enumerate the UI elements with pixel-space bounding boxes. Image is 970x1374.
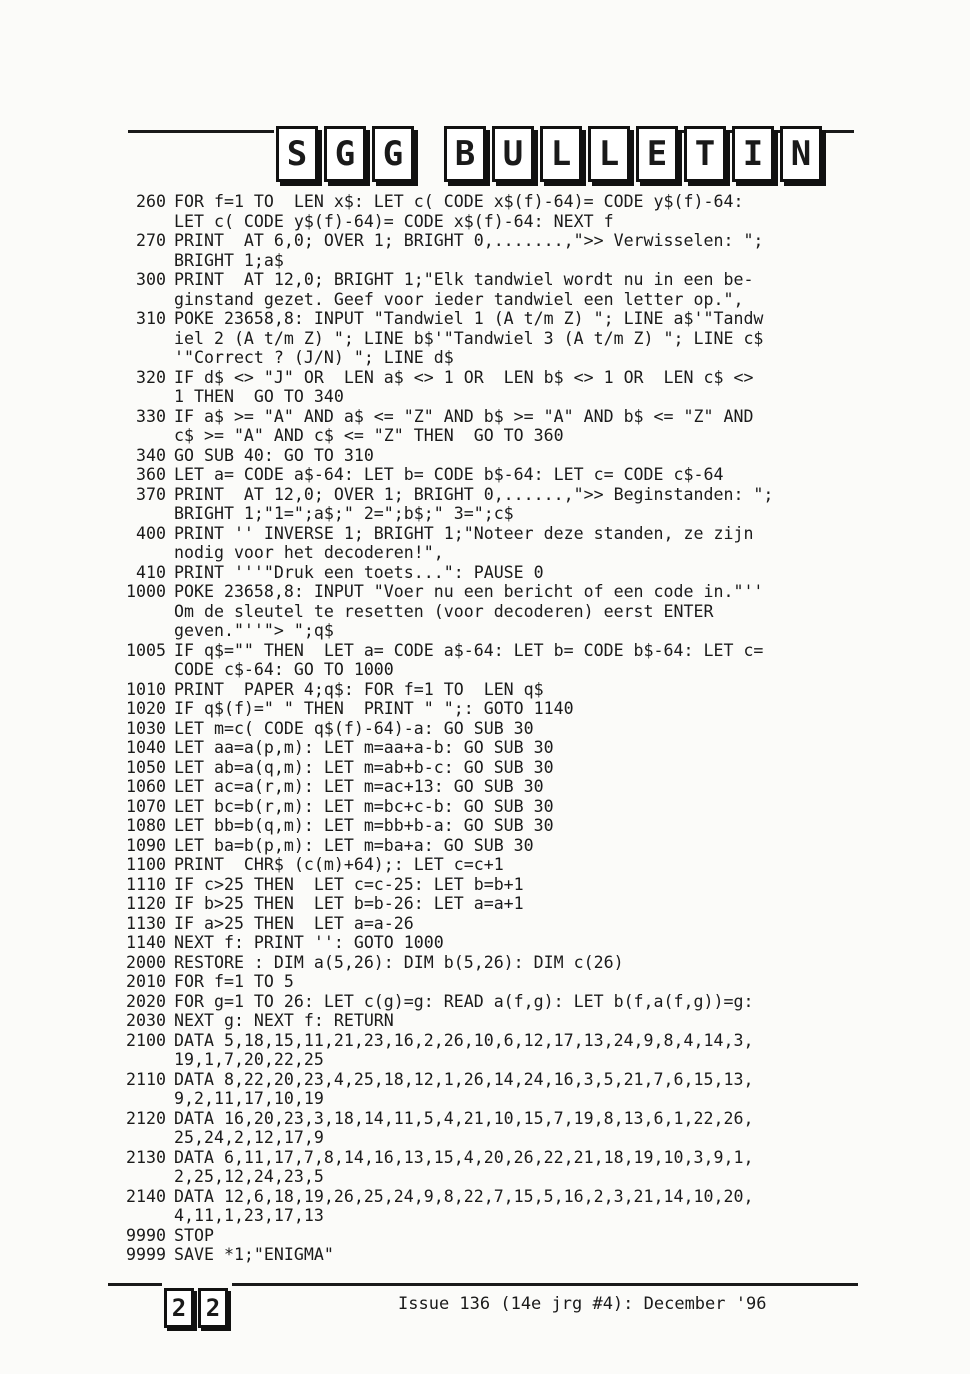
line-number [108,251,174,271]
code-line [108,368,868,388]
code-text: DATA 12,6,18,19,26,25,24,9,8,22,7,15,5,16,2,3,21,14,10,20, [174,1186,754,1206]
code-line [108,602,868,622]
code-text: 4,11,1,23,17,13 [174,1206,324,1225]
logo-letter: E [646,134,668,174]
code-text: LET ab=a(q,m): LET m=ab+b-c: GO SUB 30 [174,757,554,777]
code-line [108,543,868,563]
code-line [108,777,868,797]
code-text: FOR f=1 TO LEN x$: LET c( CODE x$(f)-64)= CODE y$(f)-64: [174,192,744,211]
code-line [108,426,868,446]
code-text: PRINT CHR$ (c(m)+64);: LET c=c+1 [174,855,504,874]
code-text: FOR g=1 TO 26: LET c(g)=g: READ a(f,g): LET b(f,a(f,g))=g: [174,991,754,1011]
code-line [108,270,868,290]
code-line [108,914,868,934]
code-line [108,855,868,875]
code-text: IF c>25 THEN LET c=c-25: LET b=b+1 [174,874,524,894]
code-line [108,290,868,310]
code-text: 9,2,11,17,10,19 [174,1089,324,1108]
line-number: 2020 [126,991,166,1011]
line-number [108,1089,174,1109]
line-number [108,348,174,368]
masthead-logo [276,122,822,186]
code-line [108,1089,868,1109]
code-text: LET c( CODE y$(f)-64)= CODE x$(f)-64: NEXT f [174,211,614,231]
code-line [108,1226,868,1246]
line-number: 370 [136,484,166,504]
code-text: LET ac=a(r,m): LET m=ac+13: GO SUB 30 [174,777,544,796]
code-line [108,738,868,758]
logo-letter-box [780,126,822,182]
footer-rule-left [108,1283,162,1286]
line-number [108,621,174,641]
code-text: POKE 23658,8: INPUT "Tandwiel 1 (A t/m Z) "; LINE a$'"Tandw [174,309,764,328]
code-text: DATA 16,20,23,3,18,14,11,5,4,21,10,15,7,19,8,13,6,1,22,26, [174,1108,754,1128]
line-number [108,504,174,524]
line-number: 9999 [126,1245,166,1264]
code-text: ginstand gezet. Geef voor ieder tandwiel een letter op.", [174,289,744,309]
code-line [108,875,868,895]
line-number: 320 [136,367,166,387]
footer-rule-right [232,1283,858,1286]
code-text: PRINT AT 12,0; OVER 1; BRIGHT 0,......,">> Beginstanden: "; [174,484,774,504]
basic-listing [108,192,868,1265]
code-line [108,797,868,817]
code-text: NEXT g: NEXT f: RETURN [174,1011,394,1030]
line-number: 9990 [126,1225,166,1245]
code-text: PRINT AT 6,0; OVER 1; BRIGHT 0,.......,">> Verwisselen: "; [174,231,764,250]
logo-letter-box [372,126,414,182]
line-number: 1005 [126,640,166,660]
header-rule-left [128,130,274,133]
logo-letter: N [790,134,812,174]
code-text: '"Correct ? (J/N) "; LINE d$ [174,348,454,367]
logo-letter: G [382,134,404,174]
code-text: LET aa=a(p,m): LET m=aa+a-b: GO SUB 30 [174,738,554,757]
code-text: PRINT '''"Druk een toets...": PAUSE 0 [174,562,544,582]
code-line [108,1109,868,1129]
logo-letter-box [324,126,366,182]
code-text: LET ba=b(p,m): LET m=ba+a: GO SUB 30 [174,835,534,855]
code-line [108,894,868,914]
code-text: DATA 6,11,17,7,8,14,16,13,15,4,20,26,22,21,18,19,10,3,9,1, [174,1147,754,1167]
line-number [108,1167,174,1187]
code-line [108,446,868,466]
code-text: IF b>25 THEN LET b=b-26: LET a=a+1 [174,894,524,913]
code-line [108,758,868,778]
code-line [108,641,868,661]
logo-letter-box [492,126,534,182]
line-number [108,212,174,232]
line-number: 1100 [126,855,166,874]
code-text: NEXT f: PRINT '': GOTO 1000 [174,933,444,952]
line-number: 1030 [126,718,166,738]
code-text: LET m=c( CODE q$(f)-64)-a: GO SUB 30 [174,718,534,738]
code-text: DATA 8,22,20,23,4,25,18,12,1,26,14,24,16,3,5,21,7,6,15,13, [174,1069,754,1089]
line-number: 360 [136,465,166,484]
code-line [108,1245,868,1265]
logo-letter-box [276,126,318,182]
line-number [108,1128,174,1148]
page-digit-letter: 2 [171,1294,187,1322]
code-text: IF q$(f)=" " THEN PRINT " ";: GOTO 1140 [174,699,574,718]
logo-letter-box [540,126,582,182]
code-line [108,680,868,700]
code-line [108,1070,868,1090]
code-text: geven."''"> ";q$ [174,621,334,640]
line-number: 1080 [126,816,166,835]
code-line [108,407,868,427]
code-text: IF d$ <> "J" OR LEN a$ <> 1 OR LEN b$ <> 1 OR LEN c$ <> [174,367,754,387]
code-text: 25,24,2,12,17,9 [174,1128,324,1147]
line-number: 400 [136,523,166,543]
code-line [108,309,868,329]
line-number: 1090 [126,835,166,855]
logo-letter: G [334,134,356,174]
line-number: 1000 [126,582,166,601]
code-line [108,582,868,602]
code-line [108,933,868,953]
code-line [108,524,868,544]
page-digit-letter: 2 [205,1294,221,1322]
code-line [108,465,868,485]
line-number: 2030 [126,1011,166,1030]
logo-letter: T [694,134,716,174]
code-line [108,485,868,505]
line-number: 310 [136,309,166,328]
line-number: 1070 [126,796,166,816]
code-text: BRIGHT 1;a$ [174,250,284,270]
code-text: IF q$="" THEN LET a= CODE a$-64: LET b= CODE b$-64: LET c= [174,640,764,660]
logo-letter-box [444,126,486,182]
code-line [108,1031,868,1051]
code-line [108,192,868,212]
page-number [164,1288,228,1328]
line-number [108,543,174,563]
code-text: IF a>25 THEN LET a=a-26 [174,913,414,933]
line-number [108,290,174,310]
code-line [108,1148,868,1168]
page-digit-letter-box [198,1288,228,1328]
code-line [108,348,868,368]
code-line [108,816,868,836]
line-number: 1140 [126,933,166,952]
code-text: c$ >= "A" AND c$ <= "Z" THEN GO TO 360 [174,426,564,445]
code-line [108,1011,868,1031]
code-line [108,231,868,251]
line-number: 260 [136,192,166,211]
logo-letter: B [454,134,476,174]
line-number [108,1206,174,1226]
code-text: RESTORE : DIM a(5,26): DIM b(5,26): DIM c(26) [174,952,624,972]
code-text: CODE c$-64: GO TO 1000 [174,660,394,679]
line-number: 1020 [126,699,166,718]
code-line [108,1206,868,1226]
line-number: 2120 [126,1108,166,1128]
logo-letter: U [502,134,524,174]
line-number [108,329,174,349]
code-line [108,1167,868,1187]
code-text: IF a$ >= "A" AND a$ <= "Z" AND b$ >= "A" AND b$ <= "Z" AND [174,406,754,426]
code-line [108,992,868,1012]
line-number [108,660,174,680]
code-line [108,719,868,739]
code-text: iel 2 (A t/m Z) "; LINE b$'"Tandwiel 3 (A t/m Z) "; LINE c$ [174,328,764,348]
code-text: Om de sleutel te resetten (voor decoderen) eerst ENTER [174,601,714,621]
line-number: 2000 [126,952,166,972]
line-number: 2110 [126,1069,166,1089]
code-text: FOR f=1 TO 5 [174,972,294,991]
line-number [108,1050,174,1070]
code-line [108,621,868,641]
code-text: STOP [174,1225,214,1245]
code-text: LET bc=b(r,m): LET m=bc+c-b: GO SUB 30 [174,796,554,816]
code-line [108,504,868,524]
code-line [108,972,868,992]
logo-letter: L [598,134,620,174]
code-line [108,699,868,719]
line-number: 1060 [126,777,166,796]
code-text: nodig voor het decoderen!", [174,543,444,562]
logo-letter-box [684,126,726,182]
code-text: POKE 23658,8: INPUT "Voer nu een bericht of een code in."'' [174,582,764,601]
line-number: 2140 [126,1186,166,1206]
code-line [108,836,868,856]
page-digit-letter-box [164,1288,194,1328]
code-text: 1 THEN GO TO 340 [174,387,344,406]
line-number: 1040 [126,738,166,757]
issue-line: Issue 136 (14e jrg #4): December '96 [398,1294,767,1314]
line-number: 1050 [126,757,166,777]
code-line [108,563,868,583]
code-line [108,953,868,973]
code-text: 19,1,7,20,22,25 [174,1050,324,1069]
logo-letter: L [550,134,572,174]
code-line [108,1187,868,1207]
code-text: GO SUB 40: GO TO 310 [174,445,374,465]
line-number [108,426,174,446]
code-line [108,329,868,349]
code-text: LET a= CODE a$-64: LET b= CODE b$-64: LET c= CODE c$-64 [174,465,724,484]
line-number: 2100 [126,1030,166,1050]
line-number: 1120 [126,894,166,913]
code-line [108,212,868,232]
code-text: PRINT PAPER 4;q$: FOR f=1 TO LEN q$ [174,679,544,699]
code-text: SAVE *1;"ENIGMA" [174,1245,334,1264]
line-number: 1130 [126,913,166,933]
code-line [108,660,868,680]
line-number: 270 [136,231,166,250]
logo-letter: I [742,134,764,174]
logo-letter-box [732,126,774,182]
line-number [108,387,174,407]
code-line [108,387,868,407]
logo-letter-box [588,126,630,182]
logo-letter-box [636,126,678,182]
line-number: 2130 [126,1147,166,1167]
code-text: BRIGHT 1;"1=";a$;" 2=";b$;" 3=";c$ [174,504,514,523]
code-line [108,1128,868,1148]
line-number: 1110 [126,874,166,894]
code-text: PRINT AT 12,0; BRIGHT 1;"Elk tandwiel wordt nu in een be- [174,270,754,289]
line-number [108,602,174,622]
code-text: 2,25,12,24,23,5 [174,1167,324,1186]
line-number: 300 [136,270,166,289]
line-number: 340 [136,445,166,465]
line-number: 2010 [126,972,166,991]
code-text: LET bb=b(q,m): LET m=bb+b-a: GO SUB 30 [174,816,554,835]
logo-letter: S [286,134,308,174]
code-text: DATA 5,18,15,11,21,23,16,2,26,10,6,12,17,13,24,9,8,4,14,3, [174,1030,754,1050]
line-number: 1010 [126,679,166,699]
code-text: PRINT '' INVERSE 1; BRIGHT 1;"Noteer deze standen, ze zijn [174,523,754,543]
line-number: 410 [136,562,166,582]
code-line [108,251,868,271]
code-line [108,1050,868,1070]
line-number: 330 [136,406,166,426]
